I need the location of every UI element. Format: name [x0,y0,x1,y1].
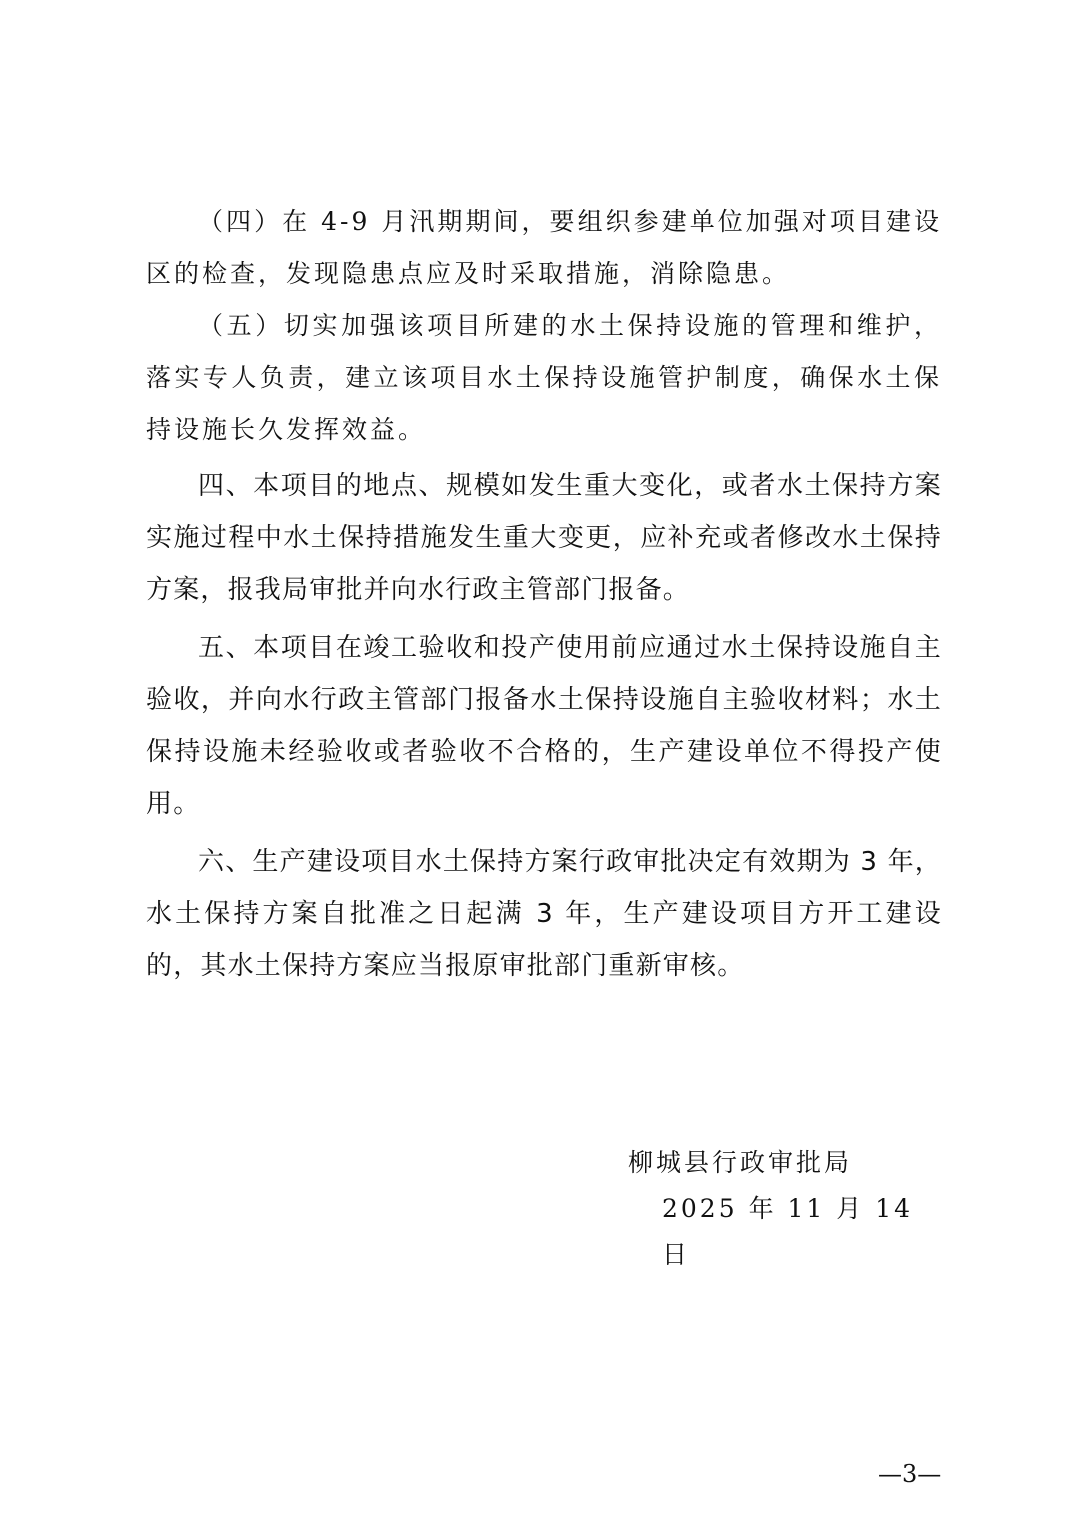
signature-date: 2025 年 11 月 14 日 [662,1194,914,1269]
paragraph-item-5: （五）切实加强该项目所建的水土保持设施的管理和维护，落实专人负责，建立该项目水土保持设施管护制度，确保水土保持设施长久发挥效益。 [146,311,942,444]
signature-organization: 柳城县行政审批局 [628,1148,853,1177]
paragraph-item-4: （四）在 4-9 月汛期期间，要组织参建单位加强对项目建设区的检查，发现隐患点应及时采取措施，消除隐患。 [146,207,942,288]
page-number: —3— [878,1460,942,1488]
document-body [146,196,942,992]
signature-block [628,1140,928,1278]
paragraph-section-4: 四、本项目的地点、规模如发生重大变化，或者水土保持方案实施过程中水土保持措施发生重大变更，应补充或者修改水土保持方案，报我局审批并向水行政主管部门报备。 [146,471,942,605]
paragraph-section-6: 六、生产建设项目水土保持方案行政审批决定有效期为 3 年，水土保持方案自批准之日起满 3 年，生产建设项目方开工建设的，其水土保持方案应当报原审批部门重新审核。 [146,847,942,981]
paragraph-section-5: 五、本项目在竣工验收和投产使用前应通过水土保持设施自主验收，并向水行政主管部门报备水土保持设施自主验收材料；水土保持设施未经验收或者验收不合格的，生产建设单位不得投产使用。 [146,633,942,819]
